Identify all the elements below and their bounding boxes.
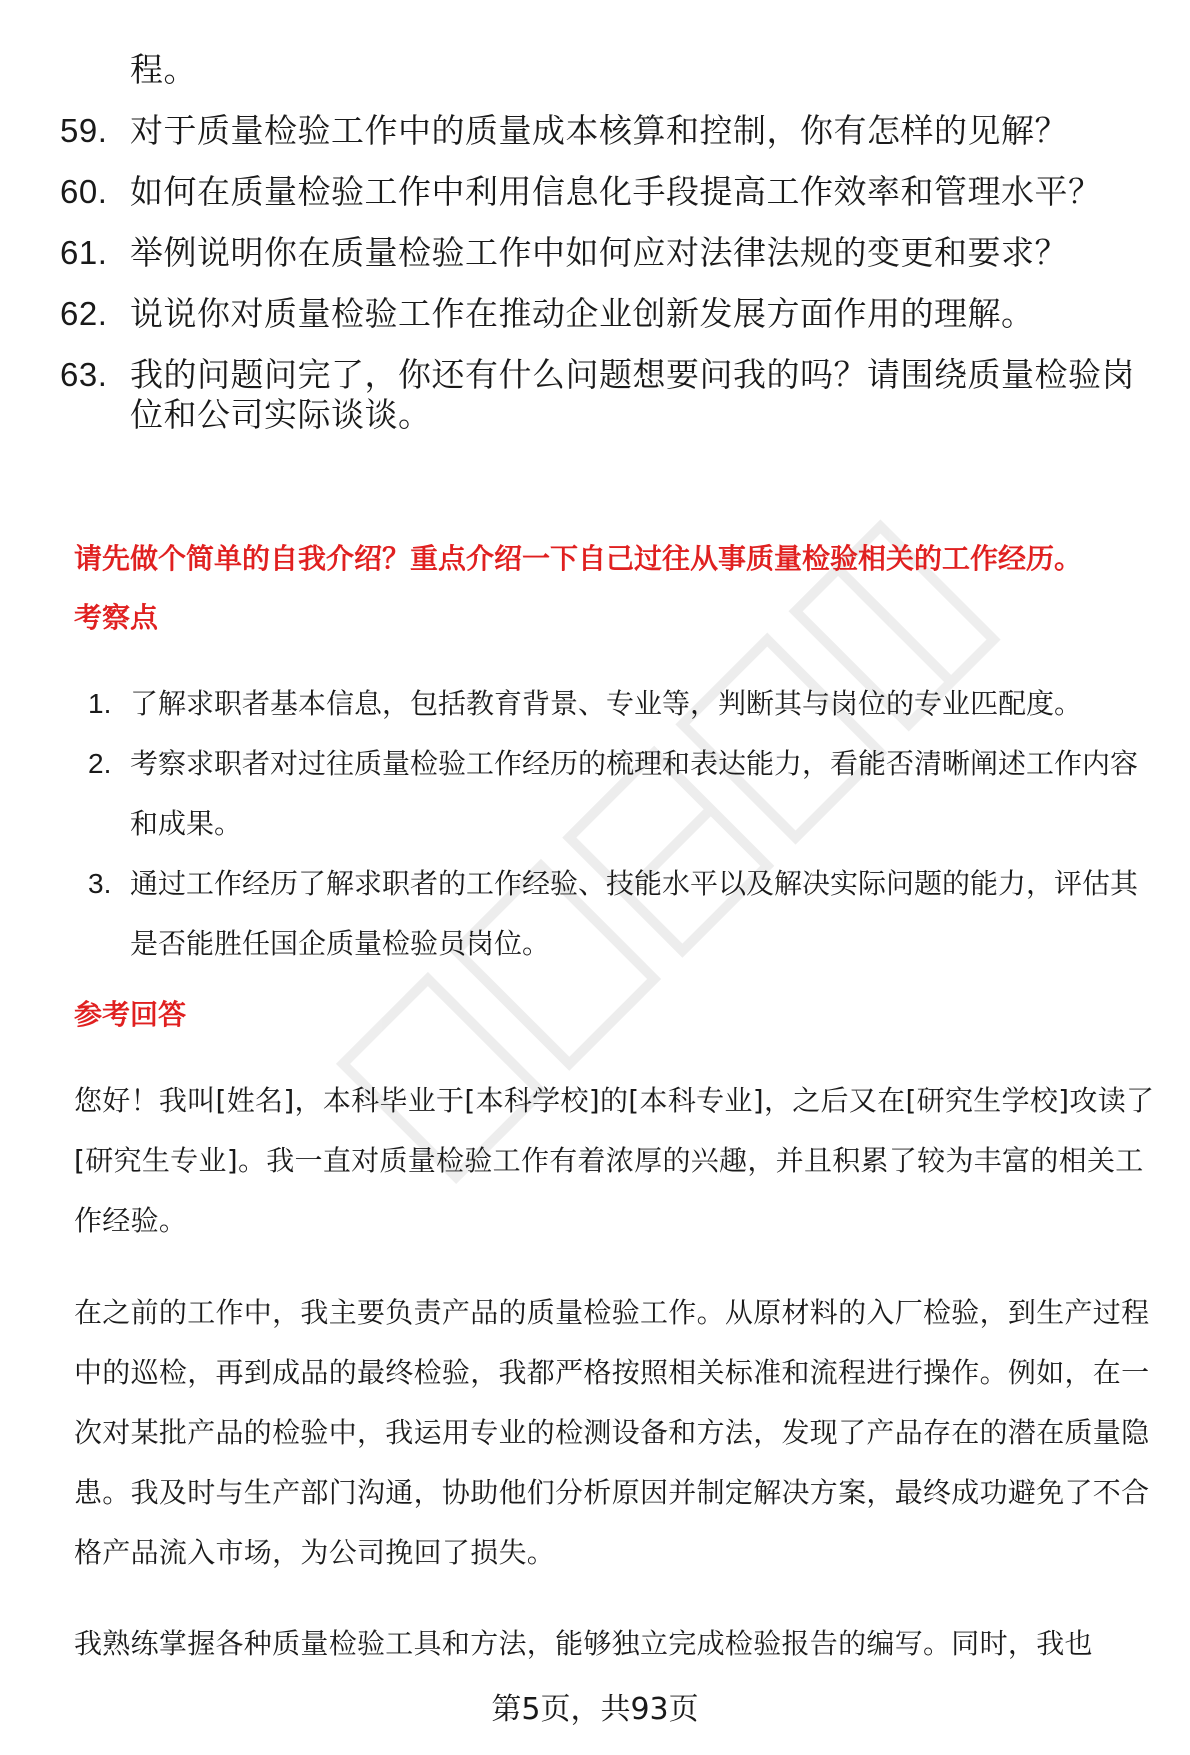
list-item	[88, 734, 1163, 854]
list-item	[60, 294, 1150, 334]
list-item	[88, 674, 1163, 734]
point-number: 1.	[88, 688, 112, 719]
point-text: 考察求职者对过往质量检验工作经历的梳理和表达能力，看能否清晰阐述工作内容和成果。	[130, 747, 1139, 840]
question-number	[60, 50, 130, 90]
point-number: 3.	[88, 868, 112, 899]
list-item	[88, 854, 1163, 974]
list-item	[60, 111, 1150, 151]
page-footer: 第5页，共93页	[491, 1692, 699, 1727]
answer-paragraph: 您好！我叫[姓名]，本科毕业于[本科学校]的[本科专业]，之后又在[研究生学校]攻读了[研究生专业]。我一直对质量检验工作有着浓厚的兴趣，并且积累了较为丰富的相关工作经验。	[74, 1084, 1155, 1237]
question-number: 62.	[60, 295, 108, 332]
answer-heading: 参考回答	[74, 998, 187, 1031]
question-text: 对于质量检验工作中的质量成本核算和控制，你有怎样的见解？	[130, 111, 1068, 150]
answer-paragraph: 我熟练掌握各种质量检验工具和方法，能够独立完成检验报告的编写。同时，我也	[74, 1627, 1093, 1660]
question-number: 61.	[60, 234, 108, 271]
point-number: 2.	[88, 748, 112, 779]
list-item	[60, 172, 1150, 212]
question-number: 60.	[60, 173, 108, 210]
point-text: 了解求职者基本信息，包括教育背景、专业等，判断其与岗位的专业匹配度。	[130, 687, 1083, 720]
section-question: 请先做个简单的自我介绍？重点介绍一下自己过往从事质量检验相关的工作经历。	[74, 542, 1083, 575]
point-text: 通过工作经历了解求职者的工作经验、技能水平以及解决实际问题的能力，评估其是否能胜任国企质量检验员岗位。	[130, 867, 1139, 960]
points-list	[88, 674, 1163, 974]
question-number: 59.	[60, 112, 108, 149]
list-item	[60, 233, 1150, 273]
answer-paragraph: 在之前的工作中，我主要负责产品的质量检验工作。从原材料的入厂检验，到生产过程中的巡检，再到成品的最终检验，我都严格按照相关标准和流程进行操作。例如，在一次对某批产品的检验中，我运用专业的检测设备和方法，发现了产品存在的潜在质量隐患。我及时与生产部门沟通，协助他们分析原因并制定解决方案，最终成功避免了不合格产品流入市场，为公司挽回了损失。	[74, 1296, 1150, 1569]
question-list	[60, 50, 1150, 456]
list-item	[60, 355, 1150, 435]
question-text: 如何在质量检验工作中利用信息化手段提高工作效率和管理水平？	[130, 172, 1102, 211]
question-text: 我的问题问完了，你还有什么问题想要问我的吗？请围绕质量检验岗位和公司实际谈谈。	[130, 355, 1135, 434]
question-text: 程。	[130, 50, 197, 89]
question-number: 63.	[60, 356, 108, 393]
points-heading: 考察点	[74, 601, 159, 634]
question-text: 举例说明你在质量检验工作中如何应对法律法规的变更和要求？	[130, 233, 1068, 272]
question-text: 说说你对质量检验工作在推动企业创新发展方面作用的理解。	[130, 294, 1035, 333]
list-item	[60, 50, 1150, 90]
